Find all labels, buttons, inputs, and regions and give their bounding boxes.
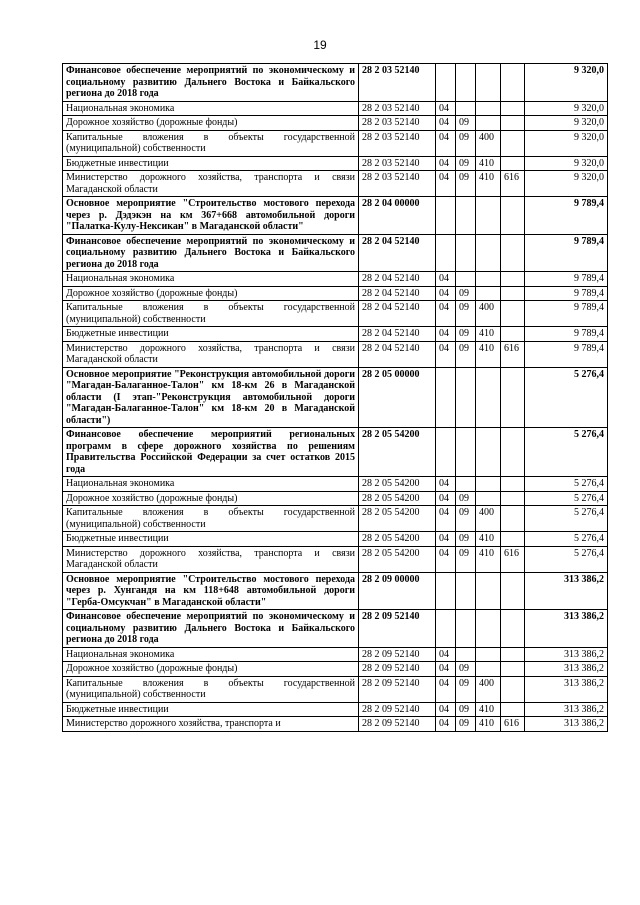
row-code-cell: 28 2 04 52140 [359,341,436,367]
row-expense-type-cell [476,662,501,677]
table-row [63,156,608,171]
row-administrator-cell [501,572,525,610]
row-code-cell: 28 2 03 52140 [359,156,436,171]
table-row [63,367,608,428]
row-amount-cell: 9 320,0 [525,116,608,131]
row-administrator-cell [501,506,525,532]
row-amount-cell: 313 386,2 [525,676,608,702]
table-row [63,546,608,572]
row-section-cell: 04 [436,116,456,131]
row-subsection-cell [456,64,476,102]
row-subsection-cell [456,101,476,116]
row-administrator-cell [501,428,525,477]
row-section-cell: 04 [436,327,456,342]
row-amount-cell: 9 789,4 [525,272,608,287]
row-code-cell: 28 2 03 52140 [359,64,436,102]
row-expense-type-cell [476,272,501,287]
row-subsection-cell: 09 [456,171,476,197]
row-subsection-cell: 09 [456,662,476,677]
row-expense-type-cell [476,367,501,428]
row-name-cell: Министерство дорожного хозяйства, транспорта и [63,717,359,732]
row-code-cell: 28 2 04 52140 [359,286,436,301]
row-code-cell: 28 2 03 52140 [359,130,436,156]
row-amount-cell: 313 386,2 [525,702,608,717]
row-section-cell [436,367,456,428]
row-name-cell: Национальная экономика [63,647,359,662]
row-subsection-cell: 09 [456,341,476,367]
row-amount-cell: 313 386,2 [525,647,608,662]
row-section-cell [436,572,456,610]
row-name-cell: Национальная экономика [63,477,359,492]
table-row [63,272,608,287]
row-section-cell: 04 [436,286,456,301]
row-administrator-cell [501,491,525,506]
row-subsection-cell: 09 [456,506,476,532]
row-section-cell: 04 [436,272,456,287]
row-amount-cell: 9 789,4 [525,301,608,327]
row-administrator-cell: 616 [501,171,525,197]
row-section-cell: 04 [436,647,456,662]
table-row [63,676,608,702]
table-row [63,491,608,506]
table-row [63,116,608,131]
row-subsection-cell: 09 [456,702,476,717]
row-expense-type-cell: 410 [476,532,501,547]
row-code-cell: 28 2 04 00000 [359,197,436,235]
row-code-cell: 28 2 03 52140 [359,116,436,131]
table-row [63,717,608,732]
row-subsection-cell: 09 [456,116,476,131]
row-subsection-cell [456,272,476,287]
row-administrator-cell [501,101,525,116]
row-code-cell: 28 2 09 52140 [359,717,436,732]
row-name-cell: Капитальные вложения в объекты государственной (муниципальной) собственности [63,506,359,532]
row-name-cell: Министерство дорожного хозяйства, транспорта и связи Магаданской области [63,171,359,197]
row-amount-cell: 313 386,2 [525,717,608,732]
row-code-cell: 28 2 09 52140 [359,610,436,648]
row-administrator-cell [501,234,525,272]
table-row [63,610,608,648]
row-administrator-cell [501,272,525,287]
row-code-cell: 28 2 04 52140 [359,234,436,272]
row-expense-type-cell [476,477,501,492]
row-name-cell: Финансовое обеспечение мероприятий региональных программ в сфере дорожного хозяйства по решениям Правительства Российской Федерации за счет остатков 2015 года [63,428,359,477]
row-subsection-cell [456,197,476,235]
table-row [63,101,608,116]
row-subsection-cell: 09 [456,130,476,156]
row-amount-cell: 5 276,4 [525,367,608,428]
row-amount-cell: 5 276,4 [525,506,608,532]
row-expense-type-cell [476,428,501,477]
row-amount-cell: 9 789,4 [525,286,608,301]
table-row [63,197,608,235]
row-name-cell: Национальная экономика [63,272,359,287]
row-code-cell: 28 2 05 54200 [359,428,436,477]
row-administrator-cell [501,64,525,102]
row-expense-type-cell: 400 [476,301,501,327]
row-administrator-cell [501,647,525,662]
row-amount-cell: 9 789,4 [525,341,608,367]
row-code-cell: 28 2 09 52140 [359,676,436,702]
row-amount-cell: 5 276,4 [525,532,608,547]
row-expense-type-cell [476,64,501,102]
row-amount-cell: 9 320,0 [525,171,608,197]
table-row [63,506,608,532]
row-section-cell: 04 [436,546,456,572]
row-administrator-cell [501,130,525,156]
row-section-cell: 04 [436,702,456,717]
row-subsection-cell: 09 [456,156,476,171]
row-amount-cell: 5 276,4 [525,546,608,572]
table-row [63,428,608,477]
table-row [63,64,608,102]
row-expense-type-cell [476,572,501,610]
row-subsection-cell [456,477,476,492]
row-section-cell: 04 [436,477,456,492]
row-code-cell: 28 2 05 54200 [359,477,436,492]
table-row [63,234,608,272]
table-row [63,286,608,301]
row-expense-type-cell: 400 [476,506,501,532]
row-expense-type-cell [476,234,501,272]
row-expense-type-cell: 410 [476,341,501,367]
row-subsection-cell: 09 [456,676,476,702]
row-administrator-cell: 616 [501,341,525,367]
row-section-cell [436,610,456,648]
row-code-cell: 28 2 05 54200 [359,506,436,532]
row-name-cell: Капитальные вложения в объекты государственной (муниципальной) собственности [63,301,359,327]
row-administrator-cell [501,301,525,327]
row-name-cell: Дорожное хозяйство (дорожные фонды) [63,286,359,301]
row-code-cell: 28 2 05 54200 [359,546,436,572]
row-administrator-cell [501,532,525,547]
row-amount-cell: 9 789,4 [525,327,608,342]
row-subsection-cell: 09 [456,327,476,342]
row-expense-type-cell [476,286,501,301]
row-code-cell: 28 2 09 52140 [359,647,436,662]
row-expense-type-cell: 410 [476,717,501,732]
row-section-cell: 04 [436,301,456,327]
row-section-cell: 04 [436,532,456,547]
row-name-cell: Финансовое обеспечение мероприятий по экономическому и социальному развитию Дальнего Востока и Байкальского региона до 2018 года [63,610,359,648]
row-subsection-cell: 09 [456,532,476,547]
row-section-cell: 04 [436,341,456,367]
row-administrator-cell [501,156,525,171]
row-administrator-cell [501,662,525,677]
row-name-cell: Национальная экономика [63,101,359,116]
table-row [63,532,608,547]
row-name-cell: Капитальные вложения в объекты государственной (муниципальной) собственности [63,676,359,702]
row-amount-cell: 9 789,4 [525,234,608,272]
row-administrator-cell [501,610,525,648]
row-section-cell: 04 [436,717,456,732]
row-expense-type-cell [476,101,501,116]
row-section-cell [436,197,456,235]
row-subsection-cell: 09 [456,491,476,506]
page-number: 19 [313,38,327,52]
row-expense-type-cell: 410 [476,156,501,171]
row-amount-cell: 5 276,4 [525,428,608,477]
table-row [63,301,608,327]
row-code-cell: 28 2 05 54200 [359,491,436,506]
row-name-cell: Министерство дорожного хозяйства, транспорта и связи Магаданской области [63,546,359,572]
row-name-cell: Основное мероприятие "Строительство мостового перехода через р. Хунгандя на км 118+648 автомобильной дороги "Герба-Омсукчан" в Магаданской области" [63,572,359,610]
row-name-cell: Дорожное хозяйство (дорожные фонды) [63,491,359,506]
table-row [63,662,608,677]
row-code-cell: 28 2 05 54200 [359,532,436,547]
row-administrator-cell [501,197,525,235]
row-subsection-cell [456,572,476,610]
row-administrator-cell [501,286,525,301]
row-subsection-cell [456,647,476,662]
row-section-cell: 04 [436,506,456,532]
row-section-cell [436,234,456,272]
row-amount-cell: 5 276,4 [525,491,608,506]
row-subsection-cell: 09 [456,717,476,732]
row-expense-type-cell: 410 [476,171,501,197]
row-expense-type-cell [476,610,501,648]
row-subsection-cell: 09 [456,301,476,327]
row-code-cell: 28 2 03 52140 [359,171,436,197]
table-row [63,647,608,662]
row-amount-cell: 313 386,2 [525,610,608,648]
row-section-cell: 04 [436,156,456,171]
row-section-cell: 04 [436,491,456,506]
row-administrator-cell: 616 [501,717,525,732]
row-code-cell: 28 2 09 52140 [359,702,436,717]
table-row [63,130,608,156]
row-amount-cell: 9 320,0 [525,64,608,102]
budget-table [62,63,608,732]
row-expense-type-cell [476,116,501,131]
table-row [63,327,608,342]
row-administrator-cell [501,477,525,492]
row-amount-cell: 9 320,0 [525,130,608,156]
row-name-cell: Бюджетные инвестиции [63,327,359,342]
row-name-cell: Дорожное хозяйство (дорожные фонды) [63,662,359,677]
row-amount-cell: 9 320,0 [525,101,608,116]
row-section-cell: 04 [436,676,456,702]
table-row [63,341,608,367]
row-administrator-cell [501,367,525,428]
row-amount-cell: 5 276,4 [525,477,608,492]
row-name-cell: Бюджетные инвестиции [63,532,359,547]
row-section-cell [436,428,456,477]
row-section-cell: 04 [436,101,456,116]
row-code-cell: 28 2 04 52140 [359,301,436,327]
row-amount-cell: 9 320,0 [525,156,608,171]
row-section-cell: 04 [436,171,456,197]
row-expense-type-cell: 400 [476,676,501,702]
row-name-cell: Капитальные вложения в объекты государственной (муниципальной) собственности [63,130,359,156]
table-row [63,572,608,610]
row-code-cell: 28 2 04 52140 [359,327,436,342]
row-name-cell: Министерство дорожного хозяйства, транспорта и связи Магаданской области [63,341,359,367]
row-subsection-cell: 09 [456,546,476,572]
row-expense-type-cell: 400 [476,130,501,156]
row-name-cell: Бюджетные инвестиции [63,156,359,171]
row-amount-cell: 313 386,2 [525,662,608,677]
row-code-cell: 28 2 05 00000 [359,367,436,428]
table-row [63,477,608,492]
row-expense-type-cell: 410 [476,702,501,717]
row-administrator-cell [501,702,525,717]
row-code-cell: 28 2 09 52140 [359,662,436,677]
row-section-cell: 04 [436,130,456,156]
row-subsection-cell: 09 [456,286,476,301]
row-expense-type-cell [476,491,501,506]
row-amount-cell: 313 386,2 [525,572,608,610]
row-expense-type-cell: 410 [476,546,501,572]
row-administrator-cell [501,116,525,131]
row-subsection-cell [456,367,476,428]
row-subsection-cell [456,428,476,477]
row-code-cell: 28 2 03 52140 [359,101,436,116]
row-name-cell: Основное мероприятие "Реконструкция автомобильной дороги "Магадан-Балаганное-Талон" км 18-км 26 в Магаданской области (I этап-"Реконструкция автомобильной дороги "Магадан-Балаганное-Талон" км 18-км 20 в Магаданской области") [63,367,359,428]
row-administrator-cell [501,676,525,702]
row-expense-type-cell [476,647,501,662]
row-code-cell: 28 2 04 52140 [359,272,436,287]
row-administrator-cell [501,327,525,342]
row-amount-cell: 9 789,4 [525,197,608,235]
row-code-cell: 28 2 09 00000 [359,572,436,610]
row-name-cell: Основное мероприятие "Строительство мостового перехода через р. Дэдэкэн на км 367+668 автомобильной дороги "Палатка-Кулу-Нексикан" в Магаданской области" [63,197,359,235]
row-name-cell: Финансовое обеспечение мероприятий по экономическому и социальному развитию Дальнего Востока и Байкальского региона до 2018 года [63,234,359,272]
row-administrator-cell: 616 [501,546,525,572]
row-expense-type-cell [476,197,501,235]
row-section-cell [436,64,456,102]
row-section-cell: 04 [436,662,456,677]
row-name-cell: Дорожное хозяйство (дорожные фонды) [63,116,359,131]
row-expense-type-cell: 410 [476,327,501,342]
row-subsection-cell [456,234,476,272]
row-subsection-cell [456,610,476,648]
row-name-cell: Финансовое обеспечение мероприятий по экономическому и социальному развитию Дальнего Востока и Байкальского региона до 2018 года [63,64,359,102]
table-row [63,702,608,717]
row-name-cell: Бюджетные инвестиции [63,702,359,717]
table-row [63,171,608,197]
